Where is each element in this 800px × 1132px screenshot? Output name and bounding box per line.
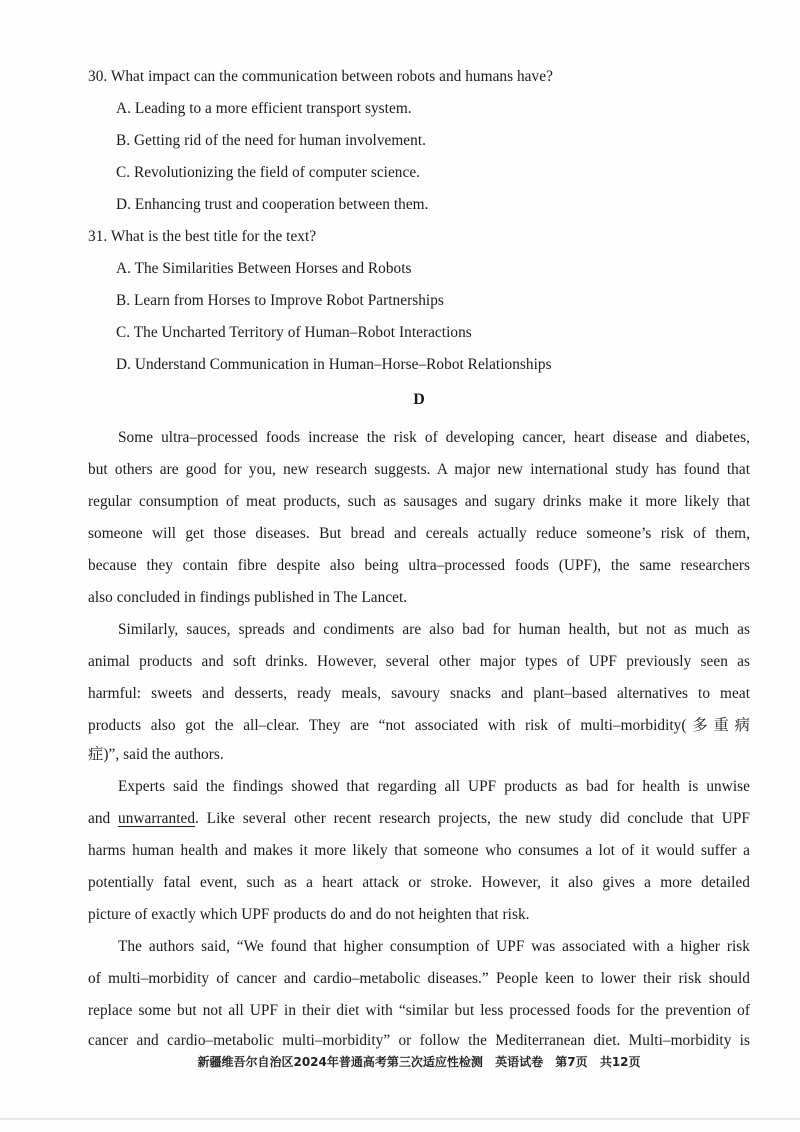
question-30-option-b: B. Getting rid of the need for human involvement. (116, 132, 427, 149)
paragraph-3-line-4: potentially fatal event, such as a heart attack or stroke. However, it also gives a more detailed (88, 874, 750, 891)
paragraph-3-line-2-end: . Like several other recent research projects, the new study did conclude that UPF (195, 810, 750, 827)
question-31-option-c: C. The Uncharted Territory of Human–Robot Interactions (116, 324, 472, 341)
paragraph-4-line-3: replace some but not all UPF in their diet with “similar but less processed foods for the prevention of (88, 1002, 750, 1019)
question-31-option-a: A. The Similarities Between Horses and Robots (116, 260, 412, 277)
paragraph-1-line-2: but others are good for you, new research suggests. A major new international study has found that (88, 461, 750, 478)
paragraph-2-line-5: 症)”, said the authors. (88, 746, 224, 763)
paragraph-3-line-3: harms human health and makes it more likely that someone who consumes a lot of it would suffer a (88, 842, 750, 859)
paragraph-2-line-1: Similarly, sauces, spreads and condiments are also bad for human health, but not as much as (118, 621, 750, 638)
paragraph-3-line-1: Experts said the findings showed that regarding all UPF products as bad for health is unwise (118, 778, 750, 795)
question-30-option-a: A. Leading to a more efficient transport system. (116, 100, 412, 117)
paragraph-2-line-2: animal products and soft drinks. However, several other major types of UPF previously seen as (88, 653, 750, 670)
paragraph-4-line-2: of multi–morbidity of cancer and cardio–metabolic diseases.” People keen to lower their risk should (88, 970, 750, 987)
paragraph-3-line-2 (88, 809, 750, 829)
question-31-stem: 31. What is the best title for the text? (88, 228, 317, 245)
footer-page-number: 第7页 (555, 1055, 588, 1069)
paragraph-4-line-4: cancer and cardio–metabolic multi–morbidity” or follow the Mediterranean diet. Multi–morbidity is (88, 1032, 750, 1049)
section-title-d: D (413, 391, 425, 408)
page-footer (0, 1053, 800, 1070)
question-30-stem: 30. What impact can the communication between robots and humans have? (88, 68, 553, 85)
paragraph-2-line-4: products also got the all–clear. They are “not associated with risk of multi–morbidity(多重病 (88, 717, 750, 734)
footer-subject: 英语试卷 (495, 1055, 544, 1069)
paragraph-1-line-4: someone will get those diseases. But bread and cereals actually reduce someone’s risk of them, (88, 525, 750, 542)
question-30-option-d: D. Enhancing trust and cooperation between them. (116, 196, 429, 213)
paragraph-3-line-2-start: and (88, 810, 119, 827)
paragraph-1-line-6: also concluded in findings published in The Lancet. (88, 589, 408, 606)
question-31-option-b: B. Learn from Horses to Improve Robot Partnerships (116, 292, 444, 309)
paragraph-1-line-1: Some ultra–processed foods increase the risk of developing cancer, heart disease and diabetes, (118, 429, 750, 446)
question-30-option-c: C. Revolutionizing the field of computer science. (116, 164, 421, 181)
paragraph-1-line-3: regular consumption of meat products, such as sausages and sugary drinks make it more likely that (88, 493, 750, 510)
paragraph-1-line-5: because they contain fibre despite also being ultra–processed foods (UPF), the same researchers (88, 557, 750, 574)
paragraph-4-line-1: The authors said, “We found that higher consumption of UPF was associated with a higher risk (118, 938, 750, 955)
footer-total-pages: 共12页 (599, 1055, 641, 1069)
paragraph-3-line-5: picture of exactly which UPF products do and do not heighten that risk. (88, 906, 530, 923)
paragraph-2-line-3: harmful: sweets and desserts, ready meals, savoury snacks and plant–based alternatives to meat (88, 685, 750, 702)
question-31-option-d: D. Understand Communication in Human–Horse–Robot Relationships (116, 356, 552, 373)
underlined-word-unwarranted: unwarranted (118, 810, 196, 827)
bottom-divider (0, 1118, 800, 1120)
footer-exam-name: 新疆维吾尔自治区2024年普通高考第三次适应性检测 (197, 1055, 483, 1069)
